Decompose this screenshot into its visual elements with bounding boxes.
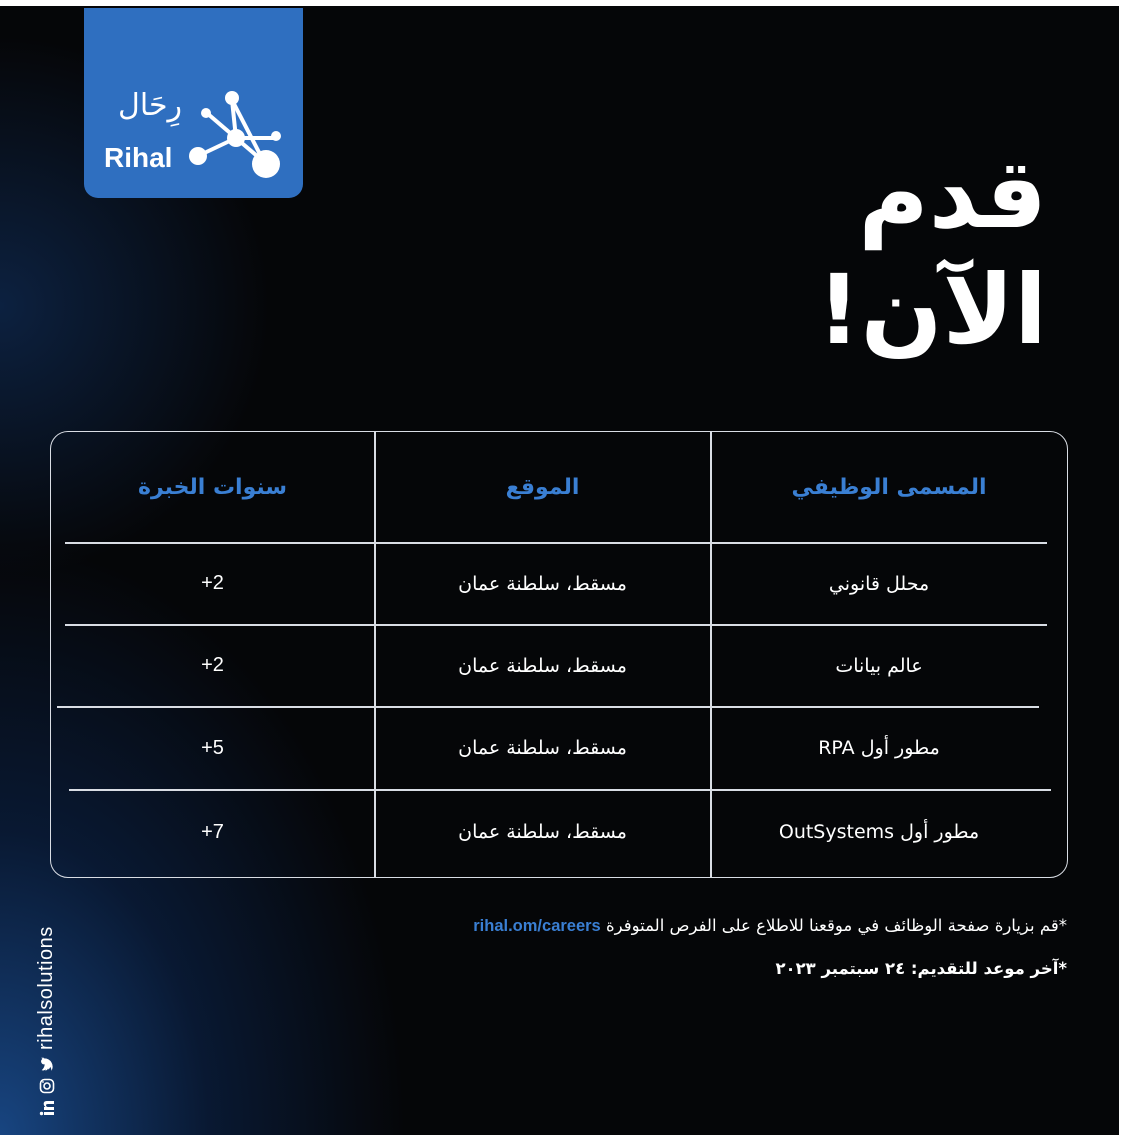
- headline: [627, 136, 1047, 368]
- location-cell: مسقط، سلطنة عمان: [458, 572, 627, 595]
- jobs-table: [50, 431, 1068, 878]
- careers-note-text: *قم بزيارة صفحة الوظائف في موقعنا للاطلاع على الفرص المتوفرة: [606, 916, 1067, 935]
- rihal-logo[interactable]: [84, 8, 303, 198]
- headline-line-1: قدم: [858, 138, 1047, 250]
- location-cell: مسقط، سلطنة عمان: [458, 654, 627, 677]
- deadline-note: *آخر موعد للتقديم: ٢٤ سبتمبر ٢٠٢٣: [775, 959, 1067, 978]
- job-title-cell: مطور أول OutSystems: [778, 821, 980, 843]
- careers-link[interactable]: rihal.om/careers: [473, 917, 601, 935]
- header-job-title: المسمى الوظيفي: [791, 474, 987, 500]
- job-title-cell: محلل قانوني: [828, 572, 930, 595]
- twitter-icon[interactable]: [39, 1056, 55, 1072]
- location-cell: مسقط، سلطنة عمان: [458, 821, 627, 843]
- job-title-cell: عالم بيانات: [835, 654, 923, 677]
- network-molecule-icon: [188, 86, 284, 182]
- poster: [0, 6, 1119, 1135]
- header-experience: سنوات الخبرة: [137, 474, 288, 500]
- header-location: الموقع: [505, 474, 580, 500]
- frame-edge: [0, 1135, 1125, 1141]
- logo-arabic-text: رِحَال: [118, 88, 182, 123]
- social-strip: [35, 926, 58, 1116]
- experience-cell: +2: [201, 572, 224, 594]
- instagram-icon[interactable]: [39, 1078, 55, 1094]
- careers-note: [167, 916, 1067, 936]
- job-title-cell: مطور أول RPA: [818, 737, 940, 759]
- frame-edge: [1119, 0, 1125, 1141]
- logo-english-text: Rihal: [104, 142, 173, 173]
- headline-line-2: الآن!: [816, 254, 1047, 366]
- experience-cell: +2: [201, 654, 224, 676]
- social-handle[interactable]: rihalsolutions: [35, 926, 57, 1050]
- experience-cell: +7: [201, 820, 224, 843]
- linkedin-icon[interactable]: [39, 1100, 55, 1116]
- experience-cell: +5: [201, 736, 224, 759]
- location-cell: مسقط، سلطنة عمان: [458, 737, 627, 759]
